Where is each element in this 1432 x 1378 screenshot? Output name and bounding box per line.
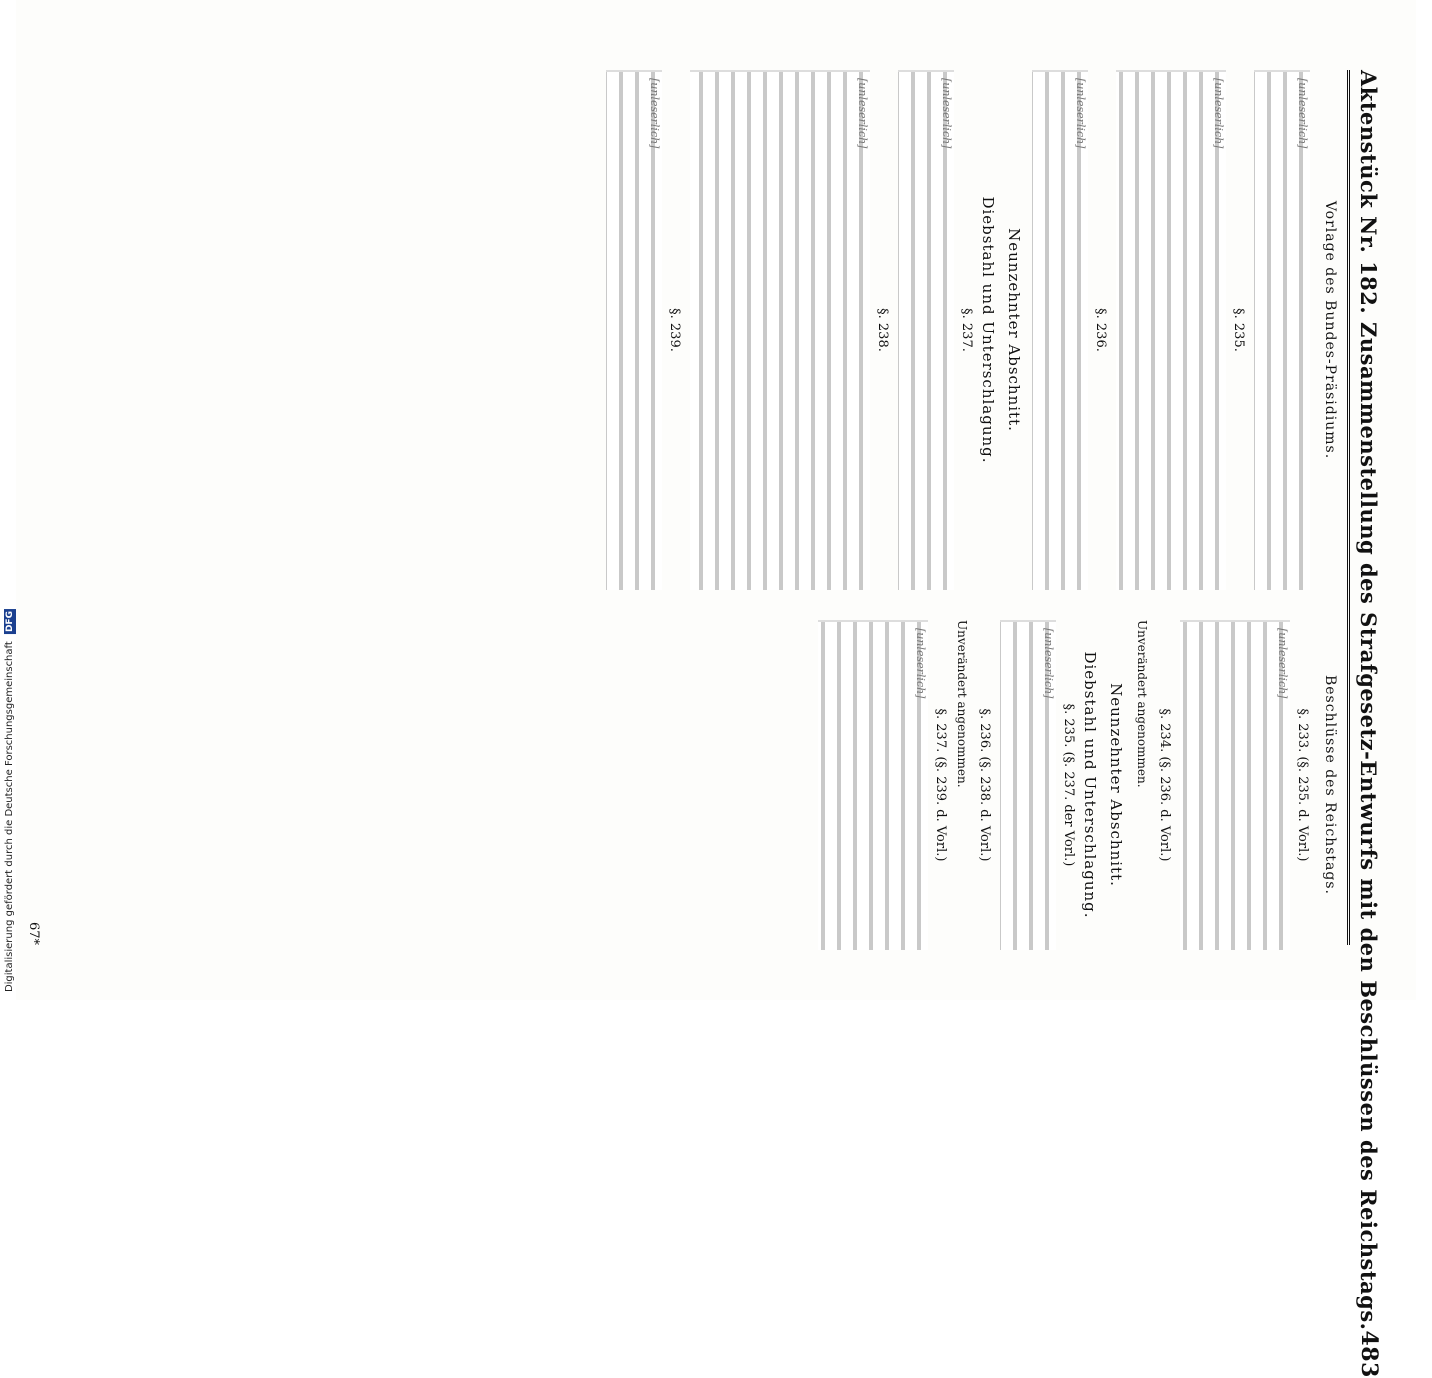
scanned-page [16,0,1416,1378]
unchanged-note: Unverändert angenommen. [955,620,969,788]
illegible-text: [unleserlich] [1000,620,1056,950]
right-column-heading: Beschlüsse des Reichstags. [1322,674,1338,895]
illegible-text: [unleserlich] [1254,70,1310,590]
illegible-text: [unleserlich] [690,70,870,590]
paragraph-number: §. 235. [1231,308,1246,352]
unchanged-note: Unverändert angenommen. [1135,620,1149,788]
right-column [46,620,1338,950]
left-column-heading: Vorlage des Bundes-Präsidiums. [1322,200,1338,460]
paragraph-number: §. 238. [875,308,890,352]
page-number: 483 [1356,1330,1382,1378]
dfg-logo: DFG [5,610,15,632]
page-title: Aktenstück Nr. 182. Zusammenstellung des Strafgesetz-Entwurfs mit den Beschlüssen des Reichstags. [1356,70,1381,1331]
paragraph-number: §. 234. (§. 236. d. Vorl.) [1157,708,1172,862]
paragraph-number: §. 237. [959,308,974,352]
left-column [46,70,1338,590]
digitization-credit [4,609,16,992]
illegible-text: [unleserlich] [1180,620,1290,950]
paragraph-number: §. 236. [1093,308,1108,352]
illegible-text: [unleserlich] [818,620,928,950]
section-heading: Neunzehnter Abschnitt. [1005,228,1023,432]
credit-text: Digitalisierung gefördert durch die Deutsche Forschungsgemeinschaft [4,641,15,992]
section-title: Diebstahl und Unterschlagung. [979,196,997,464]
section-title: Diebstahl und Unterschlagung. [1081,651,1099,919]
paragraph-number: §. 235. (§. 237. der Vorl.) [1061,703,1076,867]
section-heading: Neunzehnter Abschnitt. [1107,683,1125,887]
illegible-text: [unleserlich] [1116,70,1226,590]
page-signature: 67* [26,921,41,945]
illegible-text: [unleserlich] [606,70,662,590]
paragraph-number: §. 239. [667,308,682,352]
illegible-text: [unleserlich] [1032,70,1088,590]
page-header [1347,70,1400,1378]
paragraph-number: §. 236. (§. 238. d. Vorl.) [977,708,992,862]
illegible-text: [unleserlich] [898,70,954,590]
paragraph-number: §. 237. (§. 239. d. Vorl.) [933,708,948,862]
paragraph-number: §. 233. (§. 235. d. Vorl.) [1295,708,1310,862]
